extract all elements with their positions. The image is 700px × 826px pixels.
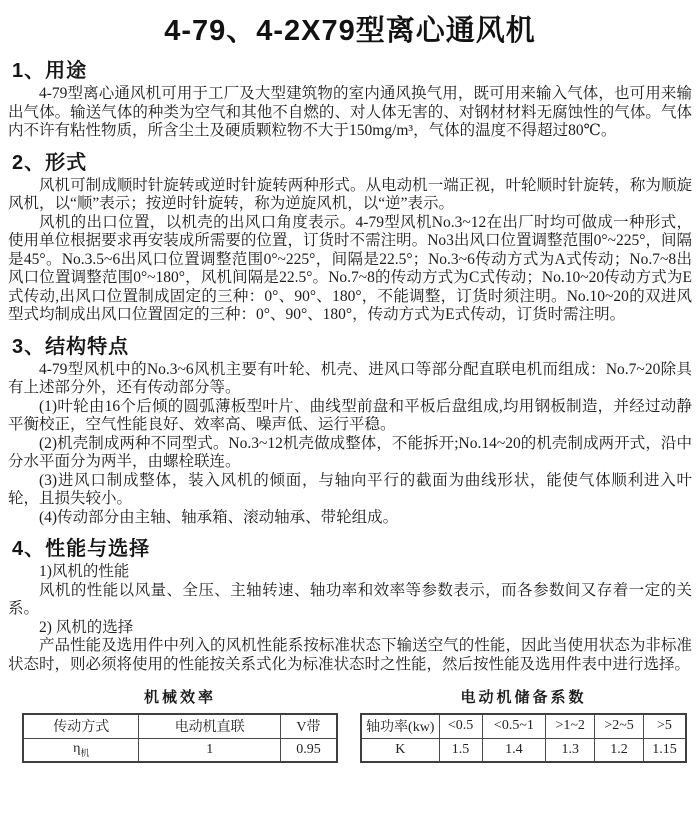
row-label: K [361, 738, 439, 762]
list-item: (1)叶轮由16个后倾的圆弧薄板型叶片、曲线型前盘和平板后盘组成,均用钢板制造，并经过动静平衡校正，空气性能良好、效率高、噪声低、运行平稳。 [8, 397, 692, 433]
list-item: (4)传动部分由主轴、轴承箱、滚动轴承、带轮组成。 [39, 508, 399, 526]
eta-symbol: η [73, 740, 81, 756]
table-header-row [361, 714, 686, 738]
list-item: (2)机壳制成两种不同型式。No.3~12机壳做成整体，不能拆开;No.14~20的机壳制成两开式，沿中分水平面分为两半，由螺栓联连。 [8, 434, 692, 470]
section-performance-heading: 4、性能与选择 [12, 538, 151, 560]
section-form-heading: 2、形式 [12, 151, 88, 174]
eta-subscript: 机 [80, 747, 90, 758]
section-structure-heading: 3、结构特点 [12, 335, 130, 358]
motor-reserve-title: 电动机储备系数 [460, 689, 587, 706]
table-header-row [23, 714, 337, 738]
column-header: 电动机直联 [139, 714, 280, 738]
page-title: 4-79、4-2X79型离心通风机 [164, 15, 536, 47]
subsection-heading: 2) 风机的选择 [39, 618, 134, 636]
column-header: <0.5 [439, 714, 482, 738]
paragraph: 产品性能及选用件中列入的风机性能系按标准状态下输送空气的性能，因此当使用状态为非标准状态时，则必须将使用的性能按关系式化为标准状态时之性能，然后按性能及选用件表中进行选择。 [8, 637, 692, 673]
table-cell: 0.95 [280, 738, 337, 762]
table-cell: 1.4 [482, 738, 546, 762]
section-structure [8, 330, 692, 528]
paragraph: 4-79型离心通风机可用于工厂及大型建筑物的室内通风换气用，既可用来输入气体，也可用来输出气体。输送气体的种类为空气和其他不自燃的、对人体无害的、对钢材材料无腐蚀性的气体。气体内不许有粘性物质，所含尘土及硬质颗粒物不大于150mg/m³，气体的温度不得超过80℃。 [8, 85, 692, 139]
table-cell: 1.2 [595, 738, 644, 762]
tables-row [8, 686, 692, 763]
paragraph: 风机的性能以风量、全压、主轴转速、轴功率和效率等参数表示，而各参数间又存着一定的关系。 [8, 581, 692, 617]
table-row [23, 738, 337, 762]
subsection-heading: 1)风机的性能 [39, 563, 130, 580]
paragraph: 风机可制成顺时针旋转或逆时针旋转两种形式。从电动机一端正视，叶轮顺时针旋转，称为顺旋风机，以“顺”表示；按逆时针旋转，称为逆旋风机，以“逆”表示。 [8, 176, 692, 212]
column-header: >2~5 [595, 714, 644, 738]
table-cell: 1 [139, 738, 280, 762]
paragraph: 风机的出口位置，以机壳的出风口角度表示。4-79型风机No.3~12在出厂时均可做成一种形式，使用单位根据要求再安装成所需要的位置，订货时不需注明。No3出风口位置调整范围0°~225°，间隔是45°。No.3.5~6出风口位置调整范围0°~225°，间隔是22.5°；No.3~6传动方式为A式传动；No.7~8出风口位置调整范围0°~180°，风机间隔是22.5°。No.7~8的传动方式为C式传动；No.10~20传动方式为E式传动,出风口位置制成固定的三种：0°、90°、180°，不能调整，订货时须注明。No.10~20的双进风型式均制成出风口位置固定的三种：0°、90°、180°，传动方式为E式传动，订货时需注明。 [8, 213, 692, 323]
row-label [23, 738, 139, 762]
column-header: V带 [280, 714, 337, 738]
table-cell: 1.15 [643, 738, 686, 762]
section-usage [8, 54, 692, 141]
section-usage-heading: 1、用途 [12, 60, 88, 82]
table-row [361, 738, 686, 762]
column-header: >5 [643, 714, 686, 738]
mechanical-efficiency-block [22, 686, 338, 763]
mechanical-efficiency-table [22, 713, 338, 763]
section-form [8, 146, 692, 325]
column-header: 传动方式 [23, 714, 139, 738]
column-header: >1~2 [546, 714, 595, 738]
motor-reserve-block [360, 686, 687, 763]
section-performance [8, 532, 692, 674]
column-header: 轴功率(kw) [361, 714, 439, 738]
mechanical-efficiency-title: 机械效率 [143, 689, 216, 706]
table-cell: 1.3 [546, 738, 595, 762]
column-header: <0.5~1 [482, 714, 546, 738]
motor-reserve-table [360, 713, 687, 763]
list-item: (3)进风口制成整体，装入风机的倾面，与轴向平行的截面为曲线形状，能使气体顺利进入叶轮，且损失较小。 [8, 471, 692, 507]
table-cell: 1.5 [439, 738, 482, 762]
paragraph: 4-79型风机中的No.3~6风机主要有叶轮、机壳、进风口等部分配直联电机而组成：No.7~20除具有上述部分外，还有传动部分等。 [8, 360, 692, 396]
